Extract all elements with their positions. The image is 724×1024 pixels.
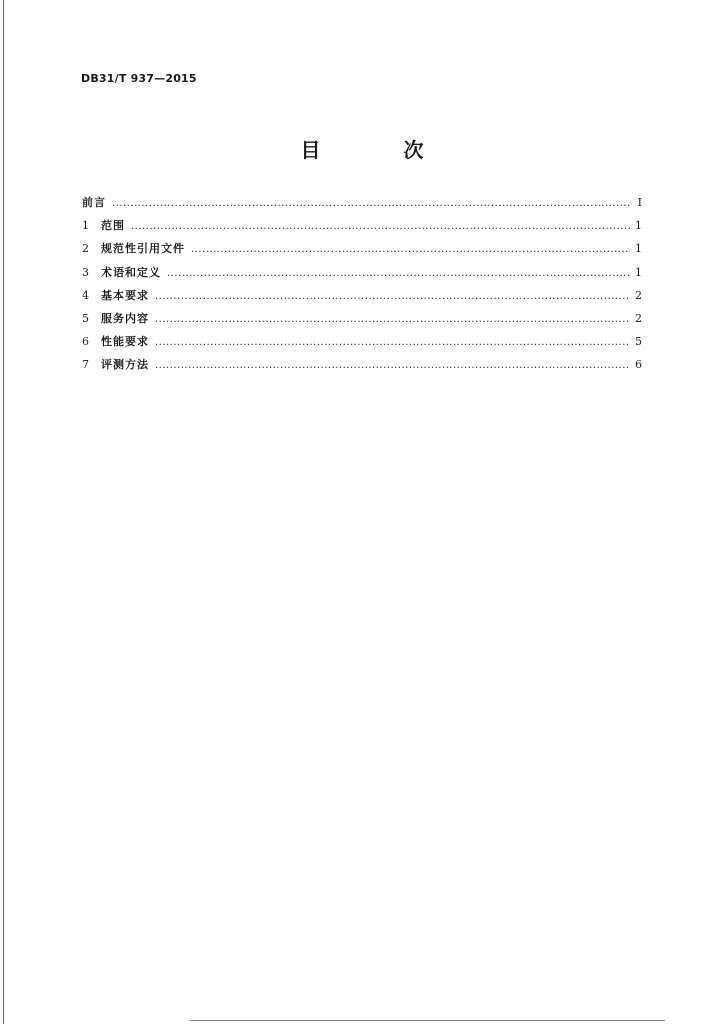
toc-entry-number: 5 [82, 311, 89, 325]
toc-entry-basic-requirements[interactable] [82, 287, 642, 310]
toc-entry-preface[interactable] [82, 194, 642, 217]
toc-entry-label: 评测方法 [101, 358, 149, 372]
document-code: DB31/T 937—2015 [81, 72, 197, 85]
page-title: 目 次 [300, 138, 462, 162]
table-of-contents [82, 194, 642, 380]
toc-entry-scope[interactable] [82, 217, 642, 240]
toc-entry-page: 2 [635, 311, 642, 325]
toc-entry-number: 7 [82, 358, 89, 372]
toc-entry-performance-requirements[interactable] [82, 333, 642, 356]
toc-entry-page: 1 [635, 242, 642, 256]
toc-entry-page: 1 [635, 265, 642, 279]
toc-entry-label: 前言 [82, 196, 106, 209]
toc-entry-label: 基本要求 [101, 288, 149, 302]
page-edge-bottom [190, 1020, 665, 1021]
toc-entry-number: 3 [82, 265, 89, 279]
toc-entry-normative-references[interactable] [82, 240, 642, 263]
toc-entry-number: 1 [82, 219, 89, 233]
toc-entry-page: 1 [635, 219, 642, 233]
toc-leader-dots [167, 268, 630, 279]
toc-entry-page: 5 [635, 335, 642, 349]
toc-entry-page: 2 [635, 288, 642, 302]
toc-entry-label: 术语和定义 [101, 265, 161, 279]
toc-entry-number: 4 [82, 288, 89, 302]
toc-entry-number: 2 [82, 242, 89, 256]
toc-entry-service-content[interactable] [82, 310, 642, 333]
toc-entry-label: 性能要求 [101, 335, 149, 349]
toc-entry-page: Ⅰ [637, 196, 642, 209]
toc-entry-label: 范围 [101, 219, 125, 233]
toc-entry-label: 服务内容 [101, 311, 149, 325]
toc-entry-evaluation-methods[interactable] [82, 356, 642, 379]
toc-leader-dots [155, 360, 630, 371]
toc-leader-dots [155, 314, 630, 325]
toc-leader-dots [155, 291, 630, 302]
toc-leader-dots [131, 221, 630, 232]
toc-entry-page: 6 [635, 358, 642, 372]
toc-entry-terms-definitions[interactable] [82, 264, 642, 287]
toc-entry-label: 规范性引用文件 [101, 242, 185, 256]
toc-leader-dots [155, 337, 630, 348]
toc-leader-dots [191, 244, 630, 255]
toc-leader-dots [112, 198, 630, 209]
toc-entry-number: 6 [82, 335, 89, 349]
